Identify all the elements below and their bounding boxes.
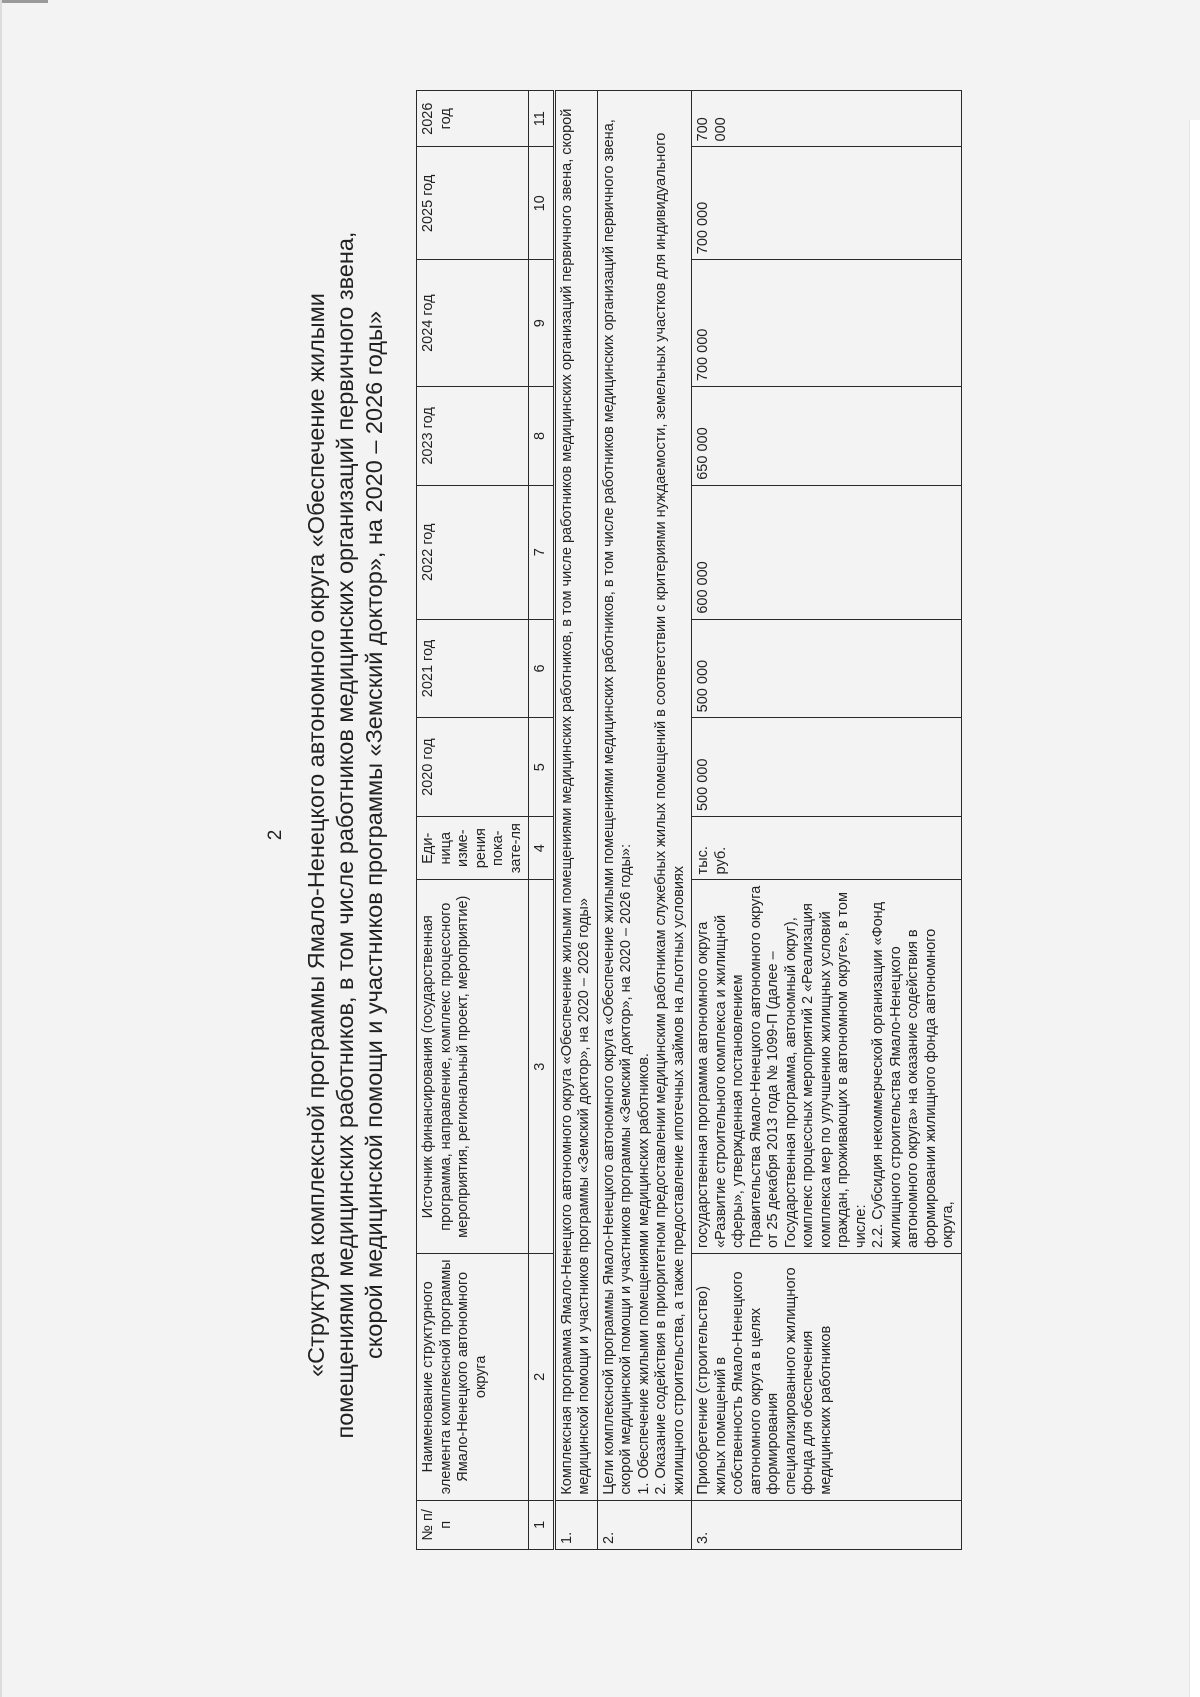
value-2024: 700 000 [692, 260, 962, 387]
header-year-2021: 2021 год [417, 619, 529, 718]
column-number: 1 [529, 1500, 555, 1549]
table-row-program [554, 91, 597, 1550]
column-number-row [529, 91, 555, 1550]
column-number: 9 [529, 260, 555, 387]
header-year-2024: 2024 год [417, 260, 529, 387]
header-num: № п/п [417, 1500, 529, 1549]
scan-edge-strip [1189, 120, 1200, 1697]
header-year-2025: 2025 год [417, 147, 529, 260]
scan-edge-mark [0, 0, 48, 3]
scan-edge-shadow [0, 0, 2, 1697]
column-number: 3 [529, 880, 555, 1254]
goal-1: 1. Обеспечение жилыми помещениями медицинских работников. [635, 1053, 652, 1495]
funding-source-cell [692, 880, 962, 1254]
goal-2: 2. Оказание содействия в приоритетном предоставлении медицинским работникам служебных жилых помещений в соответствии с критериями нуждаемости, земельных участков для индивидуального жилищного строительства, а также предоставление ипотечных займов на льготных условиях [653, 132, 687, 1495]
goals-intro: Цели комплексной программы Ямало-Ненецкого автономного округа «Обеспечение жилыми помещениями медицинских работников, в том числе работников медицинских организаций первичного звена, скорой медицинской помощи и участников программы «Земский доктор», на 2020 – 2026 годы»: [600, 119, 634, 1495]
column-number: 8 [529, 387, 555, 486]
value-2022: 600 000 [692, 485, 962, 619]
page-number: 2 [265, 829, 286, 841]
table-row-goals [597, 91, 692, 1550]
header-source: Источник финансирования (государственная программа, направление, комплекс процессного мероприятия, региональный проект, мероприятие) [417, 880, 529, 1254]
funding-source-program: государственная программа автономного округа «Развитие строительного комплекса и жилищной сферы», утвержденная постановлением Правительства Ямало-Ненецкого автономного округа от 25 декабря 2013 года № 1099-П (далее – Государственная программа, автономный округ), комплекс процессных мероприятий 2 «Реализация комплекса мер по улучшению жилищных условий граждан, проживающих в автономном округе», в том числе: [695, 885, 869, 1248]
value-2025: 700 000 [692, 147, 962, 260]
row-number: 1. [554, 1500, 597, 1549]
column-number: 4 [529, 817, 555, 880]
header-year-2026: 2026 год [417, 91, 529, 147]
program-structure-table [416, 90, 962, 1550]
element-name-cell: Приобретение (строительство) жилых помещений в собственность Ямало-Ненецкого автономного округа в целях формирования специализированного жилищного фонда для обеспечения медицинских работников [692, 1253, 962, 1500]
header-year-2023: 2023 год [417, 387, 529, 486]
value-2026: 700 000 [692, 91, 962, 147]
document-title: «Структура комплексной программы Ямало-Ненецкого автономного округа «Обеспечение жилыми помещениями медицинских работников, в том числе работников медицинских организаций первичного звена, скорой медицинской помощи и участников программы «Земский доктор», на 2020 – 2026 годы» [303, 231, 387, 1439]
value-2021: 500 000 [692, 619, 962, 718]
value-2023: 650 000 [692, 387, 962, 486]
row-number: 3. [692, 1500, 962, 1549]
column-number: 6 [529, 619, 555, 718]
program-name-cell: Комплексная программа Ямало-Ненецкого автономного округа «Обеспечение жилыми помещениями медицинских работников, в том числе работников медицинских организаций первичного звена, скорой медицинской помощи и участников программы «Земский доктор», на 2020 – 2026 годы» [554, 91, 597, 1501]
header-year-2022: 2022 год [417, 485, 529, 619]
header-name: Наименование структурного элемента комплексной программы Ямало-Ненецкого автономного округа [417, 1253, 529, 1500]
header-unit: Еди-ница изме-рения пока-зате-ля [417, 817, 529, 880]
column-number: 2 [529, 1253, 555, 1500]
column-number: 10 [529, 147, 555, 260]
column-number: 11 [529, 91, 555, 147]
column-number: 5 [529, 718, 555, 817]
column-number: 7 [529, 485, 555, 619]
document-page [200, 70, 1120, 1600]
unit-cell: тыс. руб. [692, 817, 962, 880]
table-row-housing [692, 91, 962, 1550]
goals-cell [597, 91, 692, 1501]
value-2020: 500 000 [692, 718, 962, 817]
row-number: 2. [597, 1500, 692, 1549]
header-year-2020: 2020 год [417, 718, 529, 817]
funding-source-subsidy: 2.2. Субсидия некоммерческой организации «Фонд жилищного строительства Ямало-Ненецкого автономного округа» на оказание содействия в формировании жилищного фонда автономного округа, [870, 901, 956, 1248]
table-header-row [417, 91, 529, 1550]
